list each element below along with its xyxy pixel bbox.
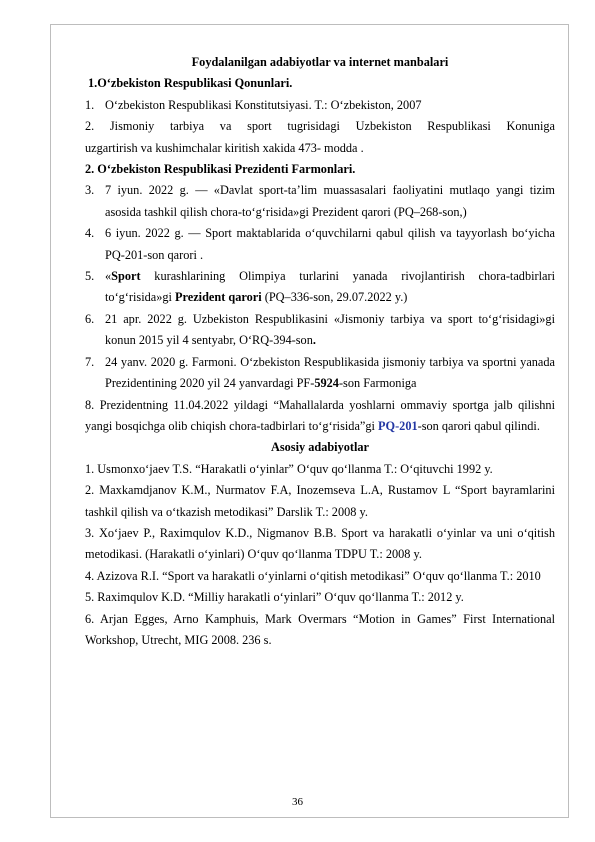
list-item: 6. 21 apr. 2022 g. Uzbekiston Respublikasini «Jismoniy tarbiya va sport to‘g‘risidagi»gi konun 2015 yil 4 sentyabr, O‘RQ-394-son. <box>85 311 555 348</box>
list-item-continuation: uzgartirish va kushimchalar kiritish xakida 473- modda . <box>85 140 364 155</box>
section-laws-title: 1.O‘zbekiston Respublikasi Qonunlari. <box>88 76 293 91</box>
list-item: 7. 24 yanv. 2020 g. Farmoni. O‘zbekiston Respublikasida jismoniy tarbiya va sportni yanada Prezidentining 2020 yil 24 yanvardagi PF-5924-son Farmoniga <box>85 354 555 391</box>
list-item: 4. Azizova R.I. “Sport va harakatli o‘yinlarni o‘qitish metodikasi” O‘quv qo‘llanma T.: 2010 <box>85 568 541 583</box>
list-item: 5. «Sport kurashlarining Olimpiya turlarini yanada rivojlantirish chora-tadbirlari to‘g‘risida»gi Prezident qarori (PQ–336-son, 29.07.2022 y.) <box>85 269 555 305</box>
list-item: 2. Jismoniy tarbiya va sport tugrisidagi Uzbekiston Respublikasi Konuniga <box>85 119 555 134</box>
list-item: 6. Arjan Egges, Arno Kamphuis, Mark Overmars “Motion in Games” First International Workshop, Utrecht, MIG 2008. 236 s. <box>85 611 555 647</box>
pq-201-link[interactable]: PQ-201 <box>378 418 418 433</box>
page-number: 36 <box>292 796 303 808</box>
page-title: Foydalanilgan adabiyotlar va internet manbalari <box>191 55 449 69</box>
list-item: 8. Prezidentning 11.04.2022 yildagi “Mahallalarda yoshlarni ommaviy sportga jalb qilishni yangi bosqichga olib chiqish chora-tadbirlari to‘g‘risida”gi PQ-201-son qarori qabul qilindi. <box>85 397 555 433</box>
list-item: 3. 7 iyun. 2022 g. — «Davlat sport-ta’lim muassasalari faoliyatini mutlaqo yangi tizim asosida tashkil qilish chora-to‘g‘risida»gi Prezident qarori (PQ–268-son,) <box>85 183 555 219</box>
list-item: 1. Usmonxo‘jaev T.S. “Harakatli o‘yinlar” O‘quv qo‘llanma T.: O‘qituvchi 1992 y. <box>85 461 493 476</box>
list-item: 3. Xo‘jaev P., Raximqulov K.D., Nigmanov B.B. Sport va harakatli o‘yinlar va uni o‘qitish metodikasi. (Harakatli o‘yinlari) O‘quv qo‘llanma TDPU T.: 2008 y. <box>85 525 555 562</box>
section-decrees-title: 2. O‘zbekiston Respublikasi Prezidenti Farmonlari. <box>85 162 356 177</box>
list-item: 4. 6 iyun. 2022 g. — Sport maktablarida o‘quvchilarni qabul qilish va tayyorlash bo‘yicha PQ-201-son qarori . <box>85 226 555 262</box>
list-item: 2. Maxkamdjanov K.M., Nurmatov F.A, Inozemseva L.A, Rustamov L “Sport bayramlarini tashkil qilish va o‘tkazish metodikasi” Darslik T.: 2008 y. <box>85 483 555 519</box>
section-books-title: Asosiy adabiyotlar <box>270 440 370 455</box>
document-body <box>85 52 555 651</box>
list-item: 5. Raximqulov K.D. “Milliy harakatli o‘yinlari” O‘quv qo‘llanma T.: 2012 y. <box>85 590 464 605</box>
list-item: 1. O‘zbekiston Respublikasi Konstitutsiyasi. T.: O‘zbekiston, 2007 <box>85 97 422 112</box>
